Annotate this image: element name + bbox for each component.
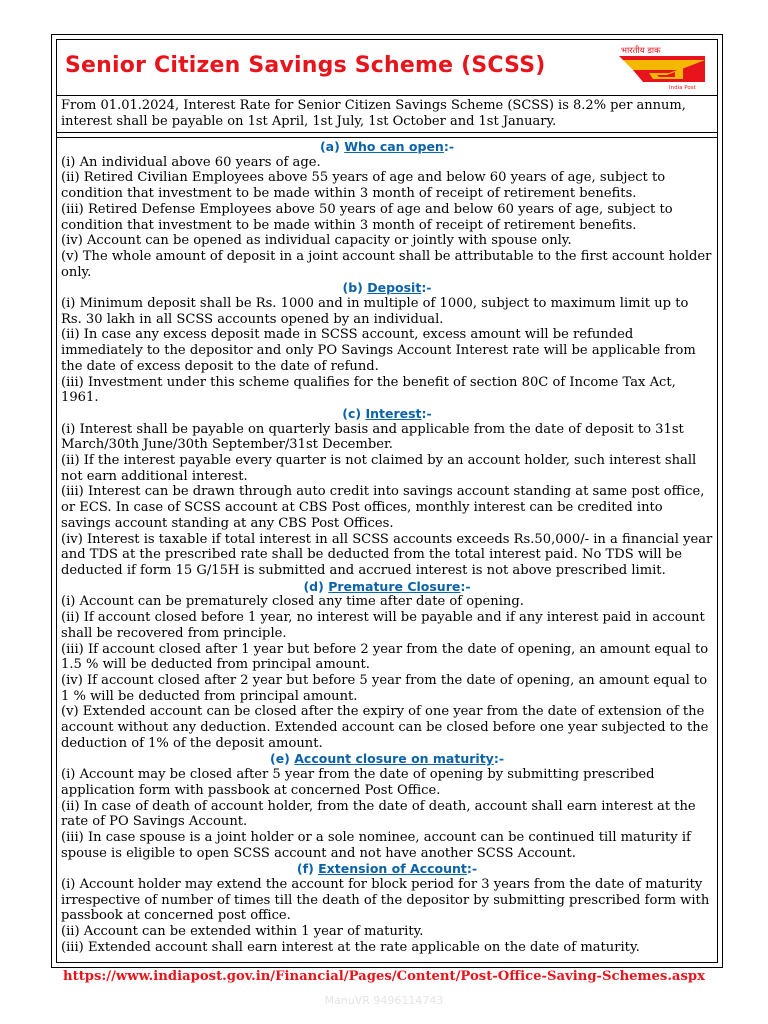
title-box	[57, 40, 717, 96]
outer-border	[51, 34, 723, 968]
section-item: (i) Account can be prematurely closed any time after date of opening.	[61, 594, 524, 610]
section-item: (i) Account holder may extend the account for block period for 3 years from the date of maturity irrespective of number of times till the death of the depositor by submitting prescribed form with passbook at concerned post office.	[61, 877, 710, 924]
section-item: (iv) If account closed after 2 year but before 5 year from the date of opening, an amount equal to 1 % will be deducted from principal amount.	[61, 672, 708, 704]
section-item: (iii) In case spouse is a joint holder or a sole nominee, account can be continued till maturity if spouse is eligible to open SCSS account and not have another SCSS Account.	[61, 829, 691, 861]
section-item: (i) An individual above 60 years of age.	[61, 154, 321, 170]
section-item: (i) Minimum deposit shall be Rs. 1000 and in multiple of 1000, subject to maximum limit up to Rs. 30 lakh in all SCSS accounts opened by an individual.	[61, 296, 689, 327]
section-item: (iv) Interest is taxable if total interest in all SCSS accounts exceeds Rs.50,000/- in a financial year and TDS at the prescribed rate shall be deducted from the total interest paid. No TDS will be deducted if form 15 G/15H is submitted and accrued interest is not above prescribed limit.	[61, 531, 713, 578]
section-item: (iv) Account can be opened as individual capacity or jointly with spouse only.	[61, 233, 572, 249]
section-title-link[interactable]: Interest	[365, 405, 422, 421]
section-title-link[interactable]: Premature Closure	[328, 578, 461, 594]
section-item: (v) Extended account can be closed after the expiry of one year from the date of extension of the account without any deduction. Extended account can be closed before one year subjected to the deduction of 1% of the deposit amount.	[61, 704, 709, 751]
section-title-link[interactable]: Account closure on maturity	[294, 751, 494, 767]
section-heading	[61, 139, 713, 155]
section-suffix: :-	[443, 139, 455, 154]
section-heading	[61, 861, 713, 877]
section-prefix: (f)	[296, 861, 319, 877]
section-title-link[interactable]: Extension of Account	[318, 861, 467, 877]
section-item: (iii) Interest can be drawn through auto credit into savings account standing at same post office, or ECS. In case of SCSS account at CBS Post offices, monthly interest can be credited into savings account standing at any CBS Post Offices.	[61, 484, 705, 531]
section-heading	[61, 406, 713, 422]
section-item: (ii) If account closed before 1 year, no interest will be payable and if any interest paid in account shall be recovered from principle.	[61, 610, 705, 641]
logo-english-text: India Post	[669, 85, 696, 91]
section-item: (iii) Investment under this scheme qualifies for the benefit of section 80C of Income Tax Act, 1961.	[61, 374, 676, 406]
inner-border	[56, 39, 718, 963]
section-item: (i) Account may be closed after 5 year from the date of opening by submitting prescribed application form with passbook at concerned Post Office.	[61, 767, 655, 798]
section-item: (iii) If account closed after 1 year but before 2 year from the date of opening, an amount equal to 1.5 % will be deducted from principal amount.	[61, 641, 709, 673]
section-item: (ii) In case any excess deposit made in SCSS account, excess amount will be refunded immediately to the depositor and only PO Savings Account Interest rate will be applicable from the date of excess deposit to the date of refund.	[61, 327, 696, 374]
section-item: (v) The whole amount of deposit in a joint account shall be attributable to the first account holder only.	[61, 248, 712, 280]
section-item: (ii) In case of death of account holder, from the date of death, account shall earn interest at the rate of PO Savings Account.	[61, 798, 696, 830]
section-item: (iii) Extended account shall earn interest at the rate applicable on the date of maturity.	[61, 939, 640, 955]
section-heading	[61, 751, 713, 767]
section-heading	[61, 280, 713, 296]
section-suffix: :-	[421, 405, 432, 421]
source-url-link[interactable]: https://www.indiapost.gov.in/Financial/Pages/Content/Post-Office-Saving-Schemes.aspx	[63, 969, 705, 984]
section-item: (ii) Account can be extended within 1 year of maturity.	[61, 924, 424, 940]
india-post-logo	[609, 42, 713, 92]
section-heading	[61, 579, 713, 595]
section-prefix: (d)	[303, 578, 329, 594]
section-suffix: :-	[466, 861, 478, 877]
logo-emblem-icon	[619, 56, 705, 82]
logo-hindi-text: भारतीय डाक	[621, 46, 661, 56]
section-title-link[interactable]: Deposit	[367, 280, 422, 296]
section-item: (i) Interest shall be payable on quarterly basis and applicable from the date of deposit to 31st March/30th June/30th September/31st December.	[61, 421, 684, 453]
section-prefix: (a)	[319, 139, 345, 154]
section-item: (ii) If the interest payable every quarter is not claimed by an account holder, such interest shall not earn additional interest.	[61, 453, 697, 484]
intro-paragraph: From 01.01.2024, Interest Rate for Senior Citizen Savings Scheme (SCSS) is 8.2% per annum, interest shall be payable on 1st April, 1st July, 1st October and 1st January.	[57, 97, 717, 133]
section-prefix: (e)	[269, 751, 295, 767]
section-suffix: :-	[493, 751, 505, 767]
section-item: (ii) Retired Civilian Employees above 55 years of age and below 60 years of age, subject to condition that investment to be made within 3 month of receipt of retirement benefits.	[61, 170, 666, 202]
section-title-link[interactable]: Who can open	[344, 139, 444, 154]
page-title: Senior Citizen Savings Scheme (SCSS)	[65, 53, 546, 78]
section-item: (iii) Retired Defense Employees above 50 years of age and below 60 years of age, subject to condition that investment to be made within 3 month of receipt of retirement benefits.	[61, 201, 673, 233]
section-prefix: (b)	[342, 280, 368, 296]
section-prefix: (c)	[342, 405, 366, 421]
section-suffix: :-	[460, 578, 471, 594]
scheme-details	[57, 137, 717, 962]
section-suffix: :-	[421, 280, 432, 296]
watermark: ManuVR 9496114743	[324, 994, 444, 1007]
